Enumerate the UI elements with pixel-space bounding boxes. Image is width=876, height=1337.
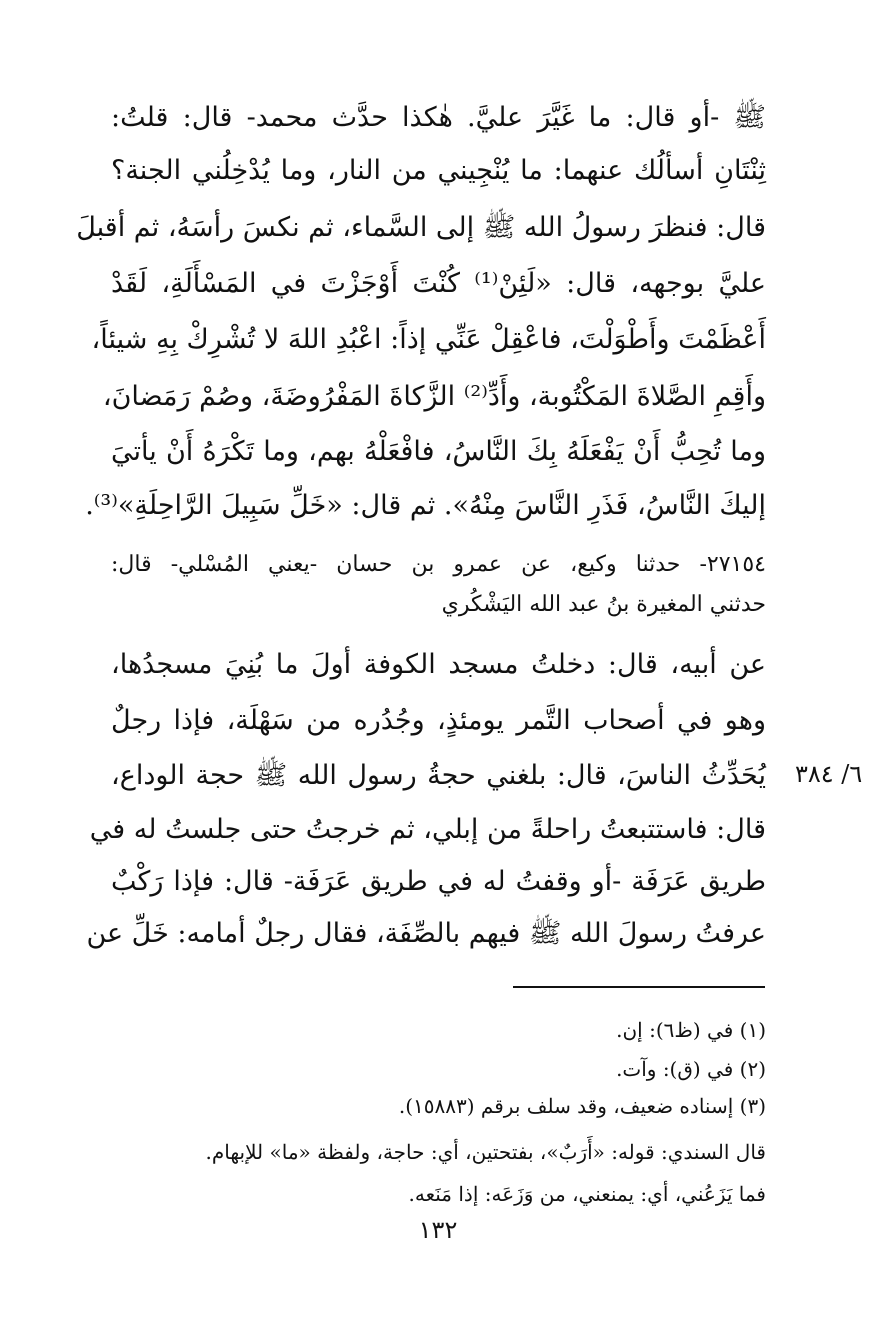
text-line: وما تُحِبُّ أَنْ يَفْعَلَهُ بِكَ النَّاسُ، فافْعَلْهُ بهم، وما تَكْرَهُ أَنْ يأتيَ xyxy=(111,436,766,467)
text-line: قال: فاستتبعتُ راحلةً من إبلي، ثم خرجتُ حتى جلستُ له في xyxy=(89,814,766,845)
text-line: عرفتُ رسولَ الله ﷺ فيهم بالصِّفَة، فقال رجلٌ أمامه: خَلِّ عن xyxy=(86,918,766,949)
footnote-divider xyxy=(513,986,765,988)
hadith-isnad-line: حدثني المغيرة بنُ عبد الله اليَشْكُري xyxy=(441,592,766,617)
text-line: أَعْظَمْتَ وأَطْوَلْتَ، فاعْقِلْ عَنِّي إذاً: اعْبُدِ اللهَ لا تُشْرِكْ بِهِ شيئاً، xyxy=(91,324,766,355)
text-line: طريق عَرَفَة -أو وقفتُ له في طريق عَرَفَة- قال: فإذا رَكْبٌ xyxy=(111,866,766,897)
page-number: ١٣٢ xyxy=(418,1216,458,1244)
text-line: عليَّ بوجهه، قال: «لَئِنْ⁽¹⁾ كُنْتَ أَوْجَزْتَ في المَسْأَلَةِ، لَقَدْ xyxy=(111,268,767,299)
text-line: ثِنْتَانِ أسألُك عنهما: ما يُنْجِيني من النار، وما يُدْخِلُني الجنة؟ xyxy=(111,155,766,186)
text-line: عن أبيه، قال: دخلتُ مسجد الكوفة أولَ ما بُنِيَ مسجدُها، xyxy=(111,649,766,680)
footnote: (٣) إسناده ضعيف، وقد سلف برقم (١٥٨٨٣). xyxy=(398,1094,766,1118)
footnote: (٢) في (ق): وآت. xyxy=(616,1057,766,1081)
text-line: وأَقِمِ الصَّلاةَ المَكْتُوبة، وأَدِّ⁽²⁾ الزَّكاةَ المَفْرُوضَةَ، وصُمْ رَمَضانَ، xyxy=(102,381,766,412)
text-line: يُحَدِّثُ الناسَ، قال: بلغني حجةُ رسول الله ﷺ حجة الوداع، xyxy=(111,760,766,791)
footnote: فما يَزَعُني، أي: يمنعني، من وَزَعَه: إذا مَنَعه. xyxy=(408,1182,766,1206)
footnote: (١) في (ظ٦): إن. xyxy=(616,1018,766,1042)
hadith-isnad-line: ٢٧١٥٤- حدثنا وكيع، عن عمرو بن حسان -يعني المُسْلي- قال: xyxy=(111,552,766,577)
margin-volume-page-reference: ٦/ ٣٨٤ xyxy=(795,760,863,788)
text-line: إليكَ النَّاسُ، فَذَرِ النَّاسَ مِنْهُ». ثم قال: «خَلِّ سَبِيلَ الرَّاحِلَةِ»⁽³⁾. xyxy=(85,490,766,521)
text-line: وهو في أصحاب التَّمر يومئذٍ، وجُدُره من سَهْلَة، فإذا رجلٌ xyxy=(111,705,766,736)
text-line: قال: فنظرَ رسولُ الله ﷺ إلى السَّماء، ثم نكسَ رأسَهُ، ثم أقبلَ xyxy=(76,212,766,243)
footnote: قال السندي: قوله: «أَرَبٌ»، بفتحتين، أي: حاجة، ولفظة «ما» للإبهام. xyxy=(205,1140,766,1164)
text-line: ﷺ -أو قال: ما غَيَّرَ عليَّ. هٰكذا حدَّث محمد- قال: قلتُ: xyxy=(111,102,766,133)
